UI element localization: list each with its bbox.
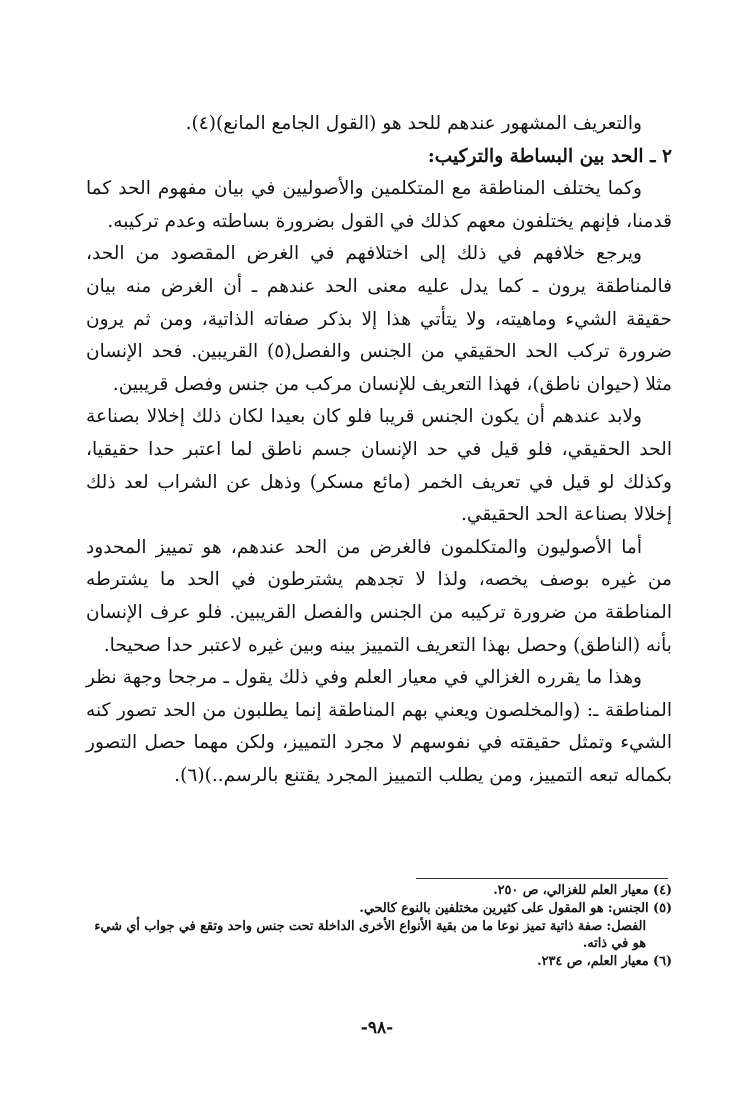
paragraph-genus: ولابد عندهم أن يكون الجنس قريبا فلو كان بعيدا لكان ذلك إخلالا بصناعة الحد الحقيقي، فلو قيل في حد الإنسان جسم ناطق لما اعتبر حدا حقيقيا، وكذلك لو قيل في تعريف الخمر (مائع مسكر) وذهل عن الشراب لعد ذلك إخلالا بصناعة الحد الحقيقي. — [86, 406, 672, 526]
footnotes — [86, 882, 672, 971]
page-number: -٩٨- — [360, 1018, 394, 1038]
footnote-6: (٦) معيار العلم، ص ٢٣٤. — [537, 954, 672, 970]
paragraph-difference: وكما يختلف المناطقة مع المتكلمين والأصوليين في بيان مفهوم الحد كما قدمنا، فإنهم يختلفون معهم كذلك في القول بضرورة بساطته وعدم تركيبه. — [86, 178, 672, 232]
footnote-4: (٤) معيار العلم للغزالي، ص ٢٥٠. — [493, 883, 672, 898]
paragraph-definition: والتعريف المشهور عندهم للحد هو (القول الجامع المانع)(٤). — [185, 113, 642, 134]
paragraph-purpose: ويرجع خلافهم في ذلك إلى اختلافهم في الغرض المقصود من الحد، فالمناطقة يرون ـ كما يدل عليه معنى الحد عندهم ـ أن الغرض منه بيان حقيقة الشيء وماهيته، ولا يتأتي هذا إلا بذكر صفاته الذاتية، ومن ثم يرون ضرورة تركب الحد الحقيقي من الجنس والفصل(٥) القريبين. فحد الإنسان مثلا (حيوان ناطق)، فهذا التعريف للإنسان مركب من جنس وفصل قريبين. — [86, 243, 672, 395]
footnote-divider — [416, 878, 668, 879]
footnote-5-genus: (٥) الجنس: هو المقول على كثيرين مختلفين بالنوع كالحي. — [359, 900, 672, 916]
section-heading: ٢ ـ الحد بين البساطة والتركيب: — [427, 145, 672, 167]
paragraph-usulis: أما الأصوليون والمتكلمون فالغرض من الحد عندهم، هو تمييز المحدود من غيره بوصف يخصه، ولذا لا تجدهم يشترطون في الحد ما يشترطه المناطقة من ضرورة تركيبه من الجنس والفصل القريبين. فلو عرف الإنسان بأنه (الناطق) وحصل بهذا التعريف التمييز بينه وبين غيره لاعتبر حدا صحيحا. — [86, 536, 672, 656]
paragraph-ghazali: وهذا ما يقرره الغزالي في معيار العلم وفي ذلك يقول ـ مرجحا وجهة نظر المناطقة ـ: (والمخلصون ويعني بهم المناطقة إنما يطلبون من الحد تصور كنه الشيء وتمثل حقيقته في نفوسهم لا مجرد التمييز، ولكن مهما حصل التصور بكماله تبعه التمييز، ومن يطلب التمييز المجرد يقتنع بالرسم..)(٦). — [86, 667, 672, 786]
main-text — [86, 108, 672, 792]
footnote-5-differentia: الفصل: صفة ذاتية تميز نوعا ما من بقية الأنواع الأخرى الداخلة تحت جنس واحد وتقع في جواب أي شيء هو في ذاته. — [94, 918, 646, 952]
